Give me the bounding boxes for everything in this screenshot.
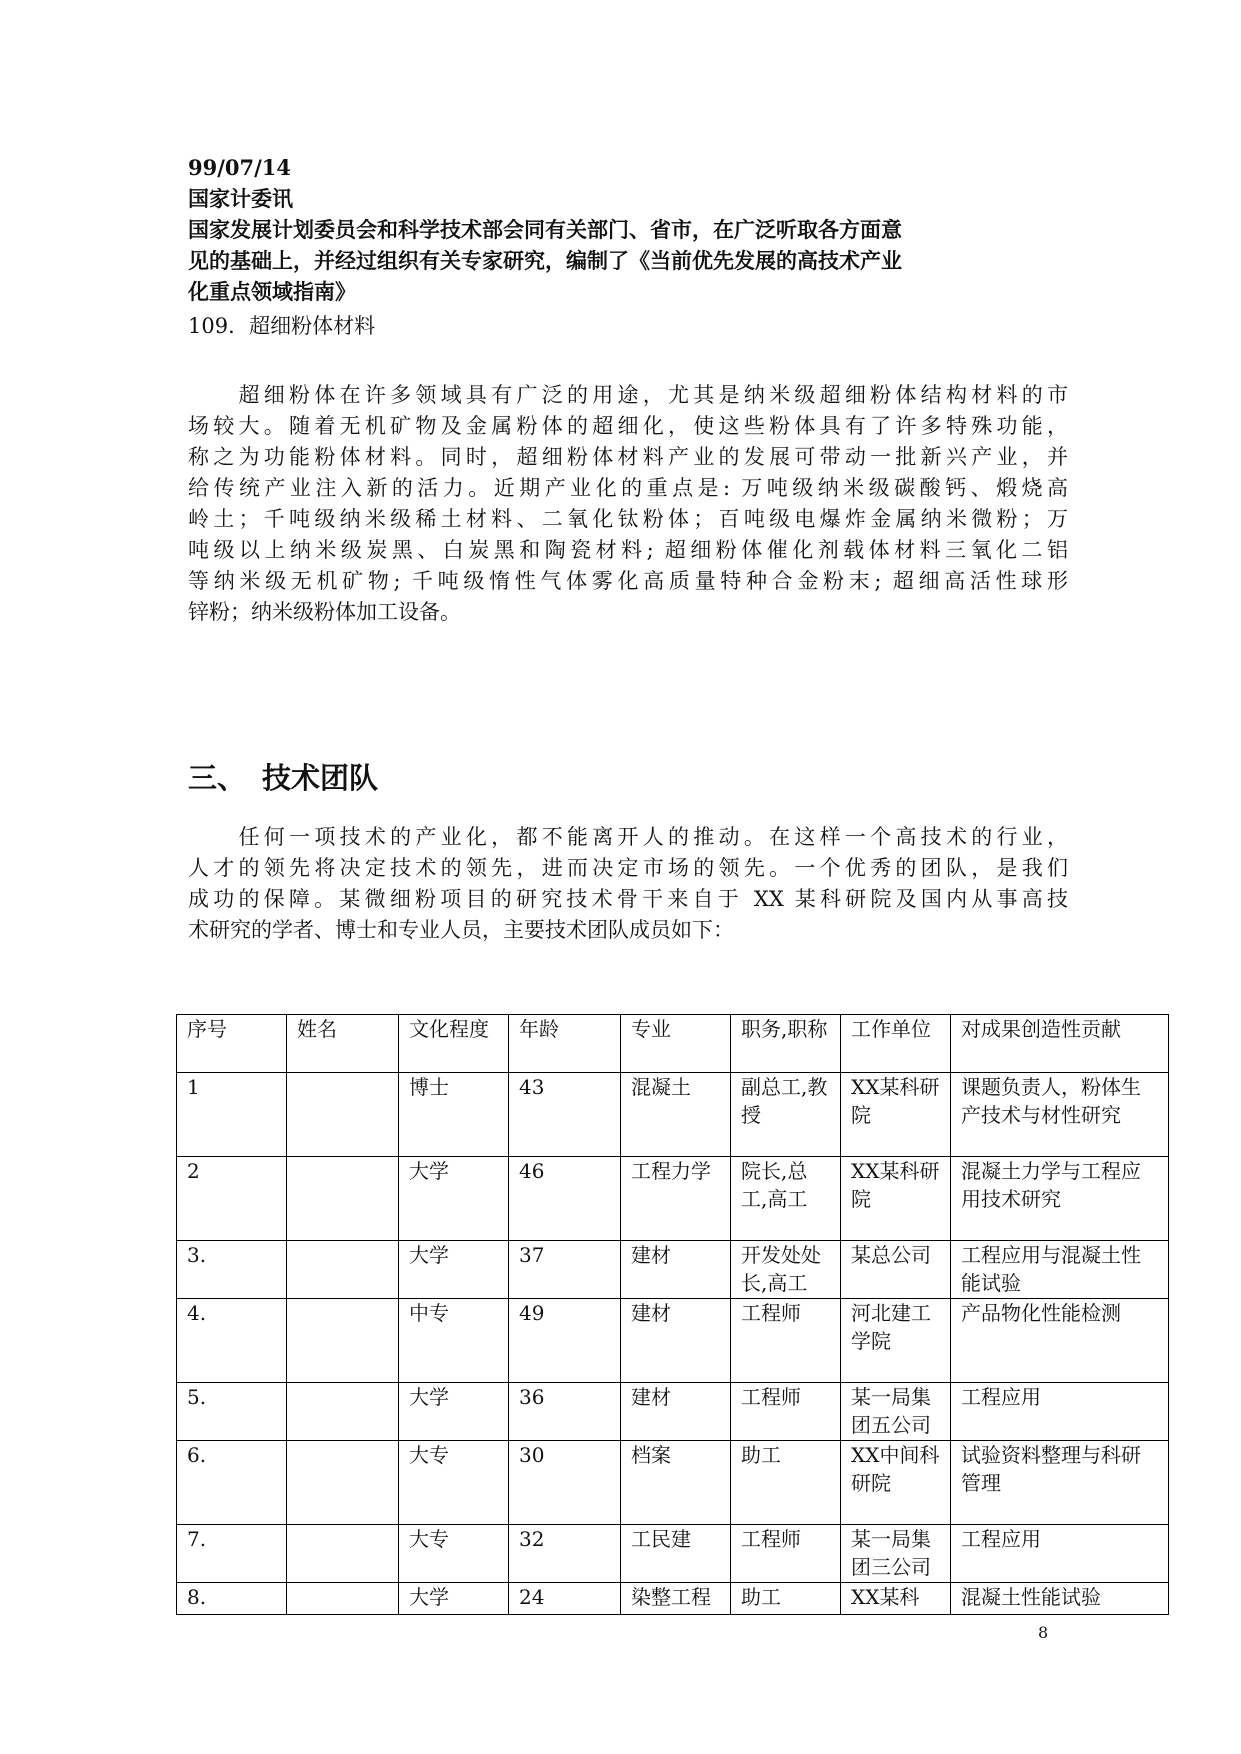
table-row	[177, 1241, 1169, 1299]
table-cell: XX中间科研院	[841, 1441, 951, 1525]
paragraph-line: 等纳米级无机矿物; 千吨级惰性气体雾化高质量特种合金粉末; 超细高活性球形	[188, 569, 1068, 593]
table-cell: 2	[177, 1157, 287, 1241]
paragraph-line: 给传统产业注入新的活力。近期产业化的重点是: 万吨级纳米级碳酸钙、煅烧高	[188, 476, 1068, 500]
table-cell: 6.	[177, 1441, 287, 1525]
table-cell: 混凝土	[621, 1073, 731, 1157]
table-cell: 建材	[621, 1241, 731, 1299]
headline-line: 化重点领域指南》	[188, 279, 356, 304]
table-cell	[287, 1299, 399, 1383]
page-number: 8	[1038, 1623, 1049, 1642]
section-number: 三、	[188, 761, 247, 795]
table-cell: 5.	[177, 1383, 287, 1441]
paragraph-line: 场较大。随着无机矿物及金属粉体的超细化，使这些粉体具有了许多特殊功能，	[188, 414, 1068, 438]
paragraph-line: 锌粉；纳米级粉体加工设备。	[188, 600, 461, 624]
paragraph-line: 人才的领先将决定技术的领先，进而决定市场的领先。一个优秀的团队，是我们	[188, 856, 1068, 880]
table-cell: 46	[509, 1157, 621, 1241]
paragraph-line: 称之为功能粉体材料。同时，超细粉体材料产业的发展可带动一批新兴产业，并	[188, 445, 1068, 469]
table-cell: 8.	[177, 1583, 287, 1615]
paragraph-line: 成功的保障。某微细粉项目的研究技术骨干来自于 XX 某科研院及国内从事高技	[188, 887, 1068, 911]
paragraph-tech-team	[188, 822, 1068, 946]
table-cell: 某一局集团三公司	[841, 1525, 951, 1583]
table-cell: XX某科	[841, 1583, 951, 1615]
table-header-row	[177, 1015, 1169, 1073]
paragraph-line: 术研究的学者、博士和专业人员，主要技术团队成员如下：	[188, 918, 734, 942]
table-cell: 30	[509, 1441, 621, 1525]
table-cell: 3.	[177, 1241, 287, 1299]
item-title: 109．超细粉体材料	[188, 314, 376, 338]
table-cell: 河北建工学院	[841, 1299, 951, 1383]
header-cell: 对成果创造性贡献	[951, 1015, 1169, 1073]
table-cell: 助工	[731, 1441, 841, 1525]
table-cell	[287, 1525, 399, 1583]
news-source: 国家计委讯	[188, 186, 293, 211]
table-cell: 大专	[399, 1441, 509, 1525]
table-cell: XX某科研院	[841, 1073, 951, 1157]
table-cell: 工程应用与混凝土性能试验	[951, 1241, 1169, 1299]
table-cell: 36	[509, 1383, 621, 1441]
header-cell: 职务,职称	[731, 1015, 841, 1073]
table-cell: 工程应用	[951, 1525, 1169, 1583]
table-cell	[287, 1157, 399, 1241]
table-cell	[287, 1583, 399, 1615]
paragraph-line: 吨级以上纳米级炭黑、白炭黑和陶瓷材料; 超细粉体催化剂载体材料三氧化二铝	[188, 538, 1068, 562]
section-title: 技术团队	[262, 761, 379, 795]
table-cell: 32	[509, 1525, 621, 1583]
table-cell: XX某科研院	[841, 1157, 951, 1241]
table-cell: 院长,总工,高工	[731, 1157, 841, 1241]
table-cell: 1	[177, 1073, 287, 1157]
table-cell	[287, 1383, 399, 1441]
table-cell: 试验资料整理与科研管理	[951, 1441, 1169, 1525]
paragraph-line: 任何一项技术的产业化，都不能离开人的推动。在这样一个高技术的行业，	[188, 825, 1068, 849]
table-cell: 工程师	[731, 1383, 841, 1441]
table-cell: 大专	[399, 1525, 509, 1583]
table-cell: 大学	[399, 1383, 509, 1441]
table-cell: 某一局集团五公司	[841, 1383, 951, 1441]
header-cell: 序号	[177, 1015, 287, 1073]
table-cell: 工民建	[621, 1525, 731, 1583]
header-cell: 工作单位	[841, 1015, 951, 1073]
table-cell: 大学	[399, 1241, 509, 1299]
news-date: 99/07/14	[188, 155, 292, 180]
table-row	[177, 1299, 1169, 1383]
table-cell	[287, 1441, 399, 1525]
table-cell: 某总公司	[841, 1241, 951, 1299]
team-table	[176, 1014, 1169, 1615]
header-cell: 专业	[621, 1015, 731, 1073]
table-row	[177, 1383, 1169, 1441]
table-row	[177, 1073, 1169, 1157]
table-row	[177, 1441, 1169, 1525]
table-cell: 产品物化性能检测	[951, 1299, 1169, 1383]
table-cell: 7.	[177, 1525, 287, 1583]
header-cell: 年龄	[509, 1015, 621, 1073]
table-cell: 混凝土性能试验	[951, 1583, 1169, 1615]
table-cell: 建材	[621, 1383, 731, 1441]
table-cell	[287, 1241, 399, 1299]
table-cell: 课题负责人，粉体生产技术与材性研究	[951, 1073, 1169, 1157]
table-row	[177, 1583, 1169, 1615]
table-cell: 43	[509, 1073, 621, 1157]
table-cell	[287, 1073, 399, 1157]
table-cell: 49	[509, 1299, 621, 1383]
table-cell: 染整工程	[621, 1583, 731, 1615]
section-heading	[188, 756, 378, 797]
table-cell: 工程应用	[951, 1383, 1169, 1441]
table-cell: 博士	[399, 1073, 509, 1157]
table-cell: 大学	[399, 1157, 509, 1241]
headline-line: 见的基础上，并经过组织有关专家研究，编制了《当前优先发展的高技术产业	[188, 248, 902, 273]
table-cell: 中专	[399, 1299, 509, 1383]
table-cell: 4.	[177, 1299, 287, 1383]
headline-line: 国家发展计划委员会和科学技术部会同有关部门、省市，在广泛听取各方面意	[188, 217, 902, 242]
table-cell: 大学	[399, 1583, 509, 1615]
table-cell: 混凝土力学与工程应用技术研究	[951, 1157, 1169, 1241]
table-cell: 开发处处长,高工	[731, 1241, 841, 1299]
table-cell: 37	[509, 1241, 621, 1299]
header-cell: 文化程度	[399, 1015, 509, 1073]
table-cell: 建材	[621, 1299, 731, 1383]
table-cell: 助工	[731, 1583, 841, 1615]
table-cell: 工程力学	[621, 1157, 731, 1241]
paragraph-line: 超细粉体在许多领域具有广泛的用途，尤其是纳米级超细粉体结构材料的市	[188, 383, 1068, 407]
table-cell: 工程师	[731, 1525, 841, 1583]
header-cell: 姓名	[287, 1015, 399, 1073]
paragraph-line: 岭土；千吨级纳米级稀土材料、二氧化钛粉体；百吨级电爆炸金属纳米微粉；万	[188, 507, 1068, 531]
table-cell: 工程师	[731, 1299, 841, 1383]
table-cell: 档案	[621, 1441, 731, 1525]
table-cell: 24	[509, 1583, 621, 1615]
table-row	[177, 1525, 1169, 1583]
table-row	[177, 1157, 1169, 1241]
paragraph-ultrafine-powder	[188, 380, 1068, 628]
table-cell: 副总工,教授	[731, 1073, 841, 1157]
